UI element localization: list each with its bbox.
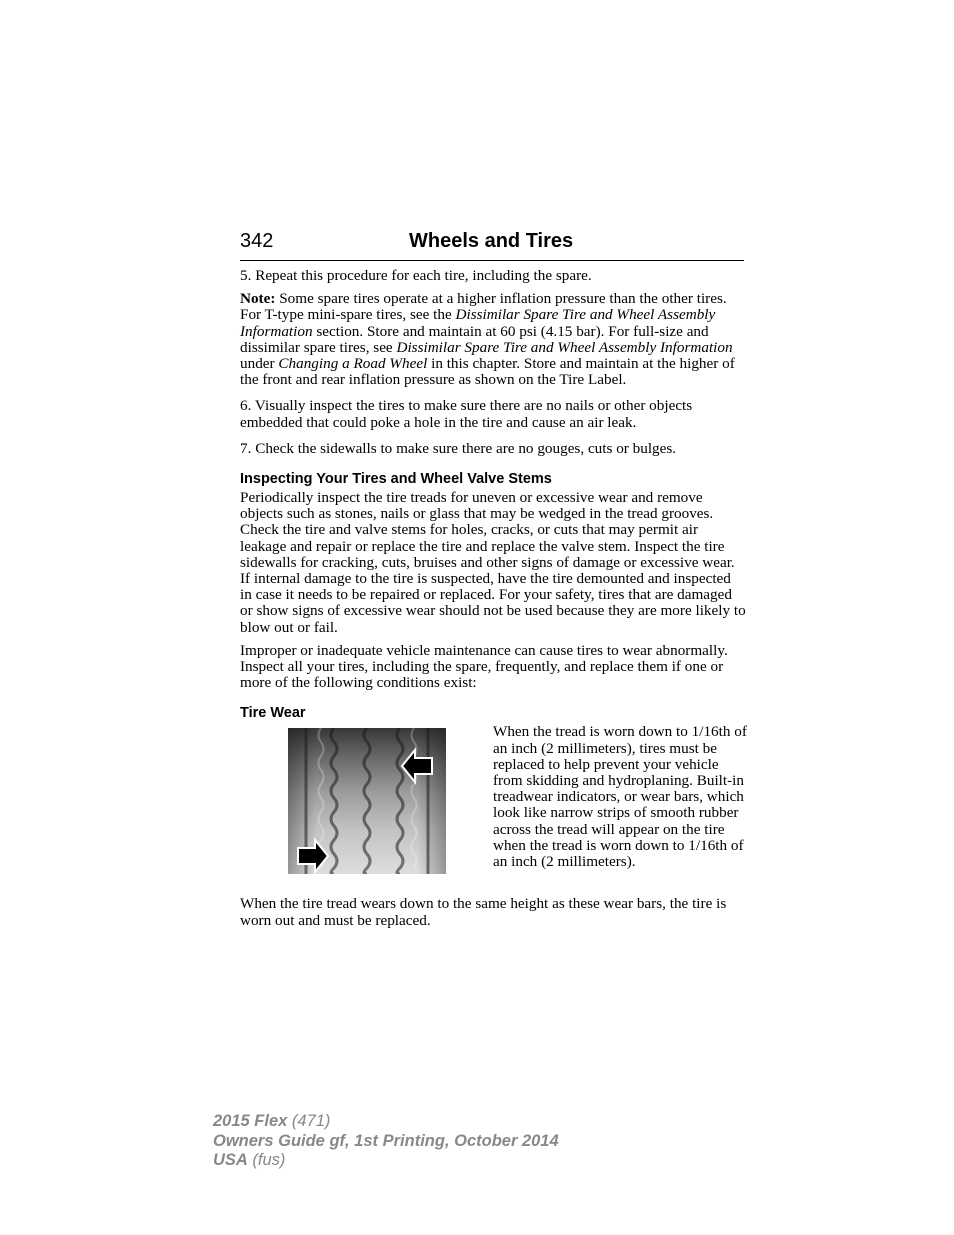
xref-changing-road-wheel: Changing a Road Wheel (278, 355, 428, 373)
step-6: 6. Visually inspect the tires to make sure there are no nails or other objects embedded that could poke a hole in the tire and cause an air leak. (240, 397, 693, 431)
xref-dissimilar-spare-2: Dissimilar Spare Tire and Wheel Assembly Information (396, 338, 733, 356)
footer-model-line: 2015 Flex (471) (213, 1112, 331, 1130)
note-label: Note: (240, 290, 276, 308)
closing-paragraph: When the tire tread wears down to the same height as these wear bars, the tire is worn out and must be replaced. (240, 895, 727, 929)
section-heading-tire-wear: Tire Wear (240, 705, 306, 722)
footer-guide-line: Owners Guide gf, 1st Printing, October 2014 (213, 1131, 559, 1150)
inspecting-paragraph-1: Periodically inspect the tire treads for uneven or excessive wear and remove objects such as stones, nails or glass that may be wedged in the tread grooves. Check the tire and valve stems for holes, cracks, or cuts that may permit air leakage and repair or replace the tire and replace the valve stem. Inspect the tire sidewalls for cracking, cuts, bruises and other signs of damage or excessive wear. If internal damage to the tire is suspected, have the tire demounted and inspected in case it needs to be repaired or replaced. For your safety, tires that are damaged or show signs of excessive wear should not be used because they are more likely to blow out or fail. (240, 489, 746, 636)
step-5: 5. Repeat this procedure for each tire, including the spare. (240, 267, 592, 284)
footer-market-line: USA (fus) (213, 1151, 286, 1169)
page-number: 342 (240, 230, 274, 252)
tire-wear-description: When the tread is worn down to 1/16th of an inch (2 millimeters), tires must be replaced to help prevent your vehicle from skidding and hydroplaning. Built-in treadwear indicators, or wear bars, which look like narrow strips of smooth rubber across the tread will appear on the tire when the tread is worn down to 1/16th of an inch (2 millimeters). (493, 723, 747, 871)
page-header (240, 229, 744, 261)
note-paragraph: Note: Some spare tires operate at a higher inflation pressure than the other tires. For T-type mini-spare tires, see the Dissimilar Spare Tire and Wheel Assembly Information section. Store and maintain at 60 psi (4.15 bar). For full-size and dissimilar spare tires, see Dissimilar Spare Tire and Wheel Assembly Information under Changing a Road Wheel in this chapter. Store and maintain at the higher of the front and rear inflation pressure as shown on the Tire Label. (240, 290, 735, 389)
xref-dissimilar-spare-1: Dissimilar Spare Tire and Wheel Assembly Information (240, 306, 716, 340)
page-body (240, 268, 746, 936)
section-heading-inspecting: Inspecting Your Tires and Wheel Valve Stems (240, 471, 552, 488)
page-footer (213, 1112, 559, 1171)
tire-tread-wear-bar-illustration (288, 728, 446, 874)
step-7: 7. Check the sidewalls to make sure there are no gouges, cuts or bulges. (240, 439, 677, 457)
tire-wear-row (240, 724, 746, 896)
chapter-title: Wheels and Tires (409, 230, 574, 252)
inspecting-paragraph-2: Improper or inadequate vehicle maintenance can cause tires to wear abnormally. Inspect all your tires, including the spare, frequently, and replace them if one or more of the following conditions exist: (240, 641, 728, 692)
